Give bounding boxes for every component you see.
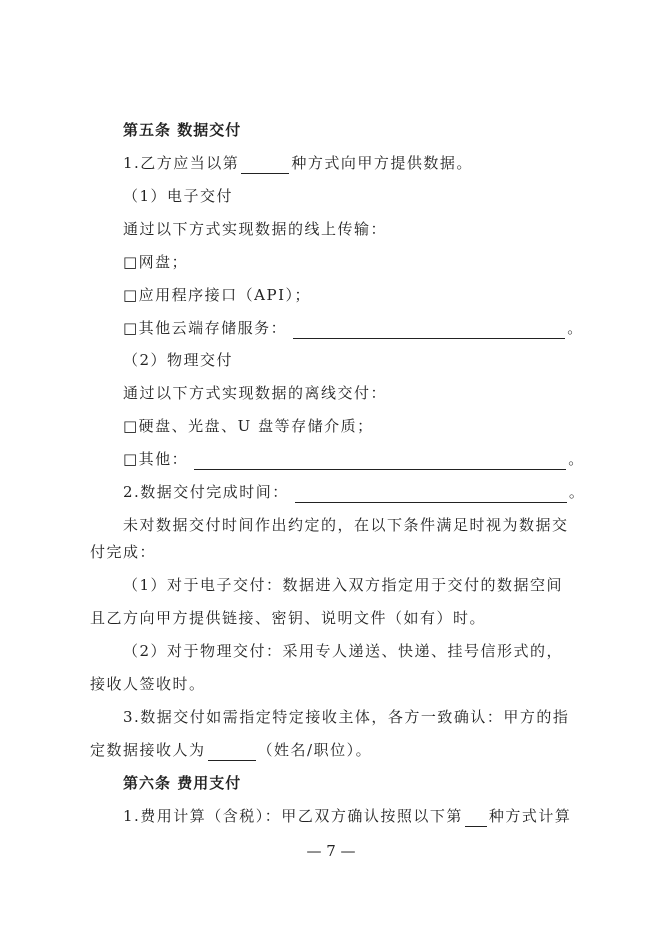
default-text-line-1: 未对数据交付时间作出约定的，在以下条件满足时视为数据交 bbox=[123, 516, 569, 534]
article-5-item-2 bbox=[123, 481, 585, 503]
option-netdisk[interactable]: □网盘； bbox=[123, 253, 189, 271]
physical-heading: （2）物理交付 bbox=[123, 351, 234, 369]
electronic-intro: 通过以下方式实现数据的线上传输： bbox=[123, 220, 388, 238]
text: 种方式计算 bbox=[488, 807, 572, 825]
period: 。 bbox=[568, 450, 585, 468]
fee-method-blank[interactable] bbox=[465, 810, 487, 827]
period: 。 bbox=[568, 483, 586, 501]
default-text-line-2: 付完成： bbox=[90, 543, 157, 561]
physical-intro: 通过以下方式实现数据的离线交付： bbox=[123, 384, 388, 402]
condition-2-line-1: （2）对于物理交付：采用专人递送、快递、挂号信形式的， bbox=[123, 642, 564, 660]
text: 1.乙方应当以第 bbox=[123, 154, 240, 172]
cloud-service-blank[interactable] bbox=[293, 322, 565, 339]
text: □其他云端存储服务： bbox=[123, 319, 288, 337]
text: 1.费用计算（含税）：甲乙双方确认按照以下第 bbox=[123, 807, 463, 825]
period: 。 bbox=[567, 319, 584, 337]
article-5-item-1 bbox=[123, 152, 473, 174]
page-number: — 7 — bbox=[306, 842, 356, 860]
completion-time-blank[interactable] bbox=[295, 486, 567, 503]
condition-1-line-2: 且乙方向甲方提供链接、密钥、说明文件（如有）时。 bbox=[90, 609, 487, 627]
condition-2-line-2: 接收人签收时。 bbox=[90, 675, 206, 693]
article-5-item-3-line-1: 3.数据交付如需指定特定接收主体，各方一致确认：甲方的指 bbox=[123, 708, 570, 726]
option-api[interactable]: □应用程序接口（API）； bbox=[123, 286, 312, 304]
option-other[interactable] bbox=[123, 448, 585, 470]
electronic-heading: （1）电子交付 bbox=[123, 187, 234, 205]
option-cloud[interactable] bbox=[123, 317, 584, 339]
text: 种方式向甲方提供数据。 bbox=[291, 154, 473, 172]
other-method-blank[interactable] bbox=[194, 453, 566, 470]
text: 2.数据交付完成时间： bbox=[123, 483, 289, 501]
text: 定数据接收人为 bbox=[90, 741, 206, 759]
article-5-title: 第五条 数据交付 bbox=[123, 121, 242, 139]
article-6-item-1 bbox=[123, 805, 571, 827]
delivery-method-blank[interactable] bbox=[241, 157, 289, 174]
text: （姓名/职位）。 bbox=[257, 741, 373, 759]
article-5-item-3-line-2 bbox=[90, 739, 372, 761]
article-6-title: 第六条 费用支付 bbox=[123, 774, 242, 792]
recipient-blank[interactable] bbox=[208, 744, 256, 761]
condition-1-line-1: （1）对于电子交付：数据进入双方指定用于交付的数据空间 bbox=[123, 576, 564, 594]
text: □其他： bbox=[123, 450, 189, 468]
option-media[interactable]: □硬盘、光盘、U 盘等存储介质； bbox=[123, 417, 374, 435]
